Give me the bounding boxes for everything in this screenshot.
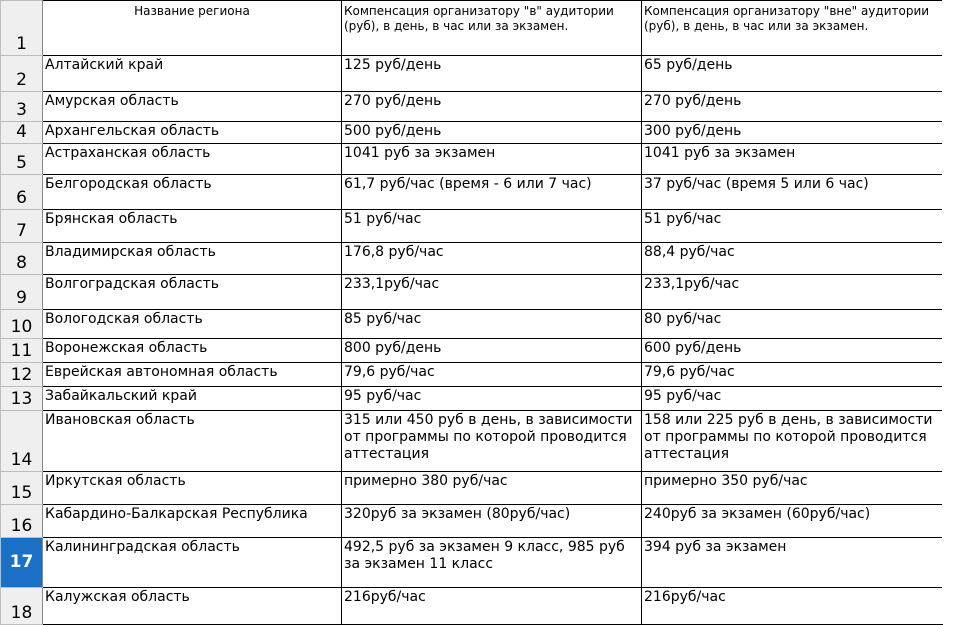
region-cell[interactable]: Белгородская область bbox=[43, 175, 342, 210]
inside-compensation-cell[interactable]: 233,1руб/час bbox=[342, 275, 642, 310]
row-number[interactable]: 12 bbox=[1, 363, 43, 387]
region-cell[interactable]: Брянская область bbox=[43, 210, 342, 243]
row-number[interactable]: 6 bbox=[1, 175, 43, 210]
table-row bbox=[1, 275, 943, 310]
table-row bbox=[1, 144, 943, 175]
row-number-selected[interactable]: 17 bbox=[1, 538, 43, 588]
inside-compensation-cell[interactable]: 320руб за экзамен (80руб/час) bbox=[342, 505, 642, 538]
row-number[interactable]: 14 bbox=[1, 411, 43, 472]
row-number[interactable]: 4 bbox=[1, 122, 43, 144]
inside-compensation-cell[interactable]: 216руб/час bbox=[342, 588, 642, 625]
column-header-region[interactable]: Название региона bbox=[43, 1, 342, 56]
region-cell[interactable]: Астраханская область bbox=[43, 144, 342, 175]
column-header-outside-compensation[interactable]: Компенсация организатору "вне" аудитории (руб), в день, в час или за экзамен. bbox=[642, 1, 943, 56]
row-number[interactable]: 5 bbox=[1, 144, 43, 175]
table-row bbox=[1, 310, 943, 339]
region-cell[interactable]: Архангельская область bbox=[43, 122, 342, 144]
row-number[interactable]: 15 bbox=[1, 472, 43, 505]
outside-compensation-cell[interactable]: 37 руб/час (время 5 или 6 час) bbox=[642, 175, 943, 210]
region-cell[interactable]: Амурская область bbox=[43, 92, 342, 122]
row-number[interactable]: 11 bbox=[1, 339, 43, 363]
region-cell[interactable]: Владимирская область bbox=[43, 243, 342, 275]
inside-compensation-cell[interactable]: 79,6 руб/час bbox=[342, 363, 642, 387]
table-row bbox=[1, 210, 943, 243]
outside-compensation-cell[interactable]: 158 или 225 руб в день, в зависимости от программы по которой проводится аттестация bbox=[642, 411, 943, 472]
outside-compensation-cell[interactable]: 270 руб/день bbox=[642, 92, 943, 122]
table-row bbox=[1, 505, 943, 538]
sheet-right-margin bbox=[942, 0, 963, 624]
inside-compensation-cell[interactable]: 1041 руб за экзамен bbox=[342, 144, 642, 175]
header-row bbox=[1, 1, 943, 56]
inside-compensation-cell[interactable]: 500 руб/день bbox=[342, 122, 642, 144]
column-header-inside-compensation[interactable]: Компенсация организатору "в" аудитории (руб), в день, в час или за экзамен. bbox=[342, 1, 642, 56]
row-number-header[interactable]: 1 bbox=[1, 1, 43, 56]
row-number[interactable]: 10 bbox=[1, 310, 43, 339]
inside-compensation-cell[interactable]: 800 руб/день bbox=[342, 339, 642, 363]
outside-compensation-cell[interactable]: примерно 350 руб/час bbox=[642, 472, 943, 505]
region-cell[interactable]: Вологодская область bbox=[43, 310, 342, 339]
outside-compensation-cell[interactable]: 233,1руб/час bbox=[642, 275, 943, 310]
outside-compensation-cell[interactable]: 51 руб/час bbox=[642, 210, 943, 243]
row-number[interactable]: 13 bbox=[1, 387, 43, 411]
row-number[interactable]: 7 bbox=[1, 210, 43, 243]
region-cell[interactable]: Кабардино-Балкарская Республика bbox=[43, 505, 342, 538]
table-row bbox=[1, 472, 943, 505]
table-row bbox=[1, 122, 943, 144]
outside-compensation-cell[interactable]: 1041 руб за экзамен bbox=[642, 144, 943, 175]
region-cell[interactable]: Забайкальский край bbox=[43, 387, 342, 411]
inside-compensation-cell[interactable]: 95 руб/час bbox=[342, 387, 642, 411]
outside-compensation-cell[interactable]: 240руб за экзамен (60руб/час) bbox=[642, 505, 943, 538]
table-row bbox=[1, 588, 943, 625]
row-number[interactable]: 3 bbox=[1, 92, 43, 122]
table-row bbox=[1, 243, 943, 275]
region-cell[interactable]: Иркутская область bbox=[43, 472, 342, 505]
row-number[interactable]: 2 bbox=[1, 56, 43, 92]
outside-compensation-cell[interactable]: 79,6 руб/час bbox=[642, 363, 943, 387]
inside-compensation-cell[interactable]: примерно 380 руб/час bbox=[342, 472, 642, 505]
region-cell[interactable]: Еврейская автономная область bbox=[43, 363, 342, 387]
row-number[interactable]: 8 bbox=[1, 243, 43, 275]
table-row bbox=[1, 175, 943, 210]
sheet-body bbox=[1, 1, 943, 625]
table-row bbox=[1, 56, 943, 92]
row-number[interactable]: 16 bbox=[1, 505, 43, 538]
inside-compensation-cell[interactable]: 51 руб/час bbox=[342, 210, 642, 243]
table-row bbox=[1, 339, 943, 363]
table-row bbox=[1, 363, 943, 387]
outside-compensation-cell[interactable]: 95 руб/час bbox=[642, 387, 943, 411]
table-row-selected bbox=[1, 538, 943, 588]
table-row bbox=[1, 92, 943, 122]
outside-compensation-cell[interactable]: 600 руб/день bbox=[642, 339, 943, 363]
inside-compensation-cell[interactable]: 85 руб/час bbox=[342, 310, 642, 339]
inside-compensation-cell[interactable]: 176,8 руб/час bbox=[342, 243, 642, 275]
row-number[interactable]: 18 bbox=[1, 588, 43, 625]
region-cell[interactable]: Волгоградская область bbox=[43, 275, 342, 310]
outside-compensation-cell[interactable]: 300 руб/день bbox=[642, 122, 943, 144]
outside-compensation-cell[interactable]: 65 руб/день bbox=[642, 56, 943, 92]
inside-compensation-cell[interactable]: 125 руб/день bbox=[342, 56, 642, 92]
outside-compensation-cell[interactable]: 88,4 руб/час bbox=[642, 243, 943, 275]
inside-compensation-cell[interactable]: 61,7 руб/час (время - 6 или 7 час) bbox=[342, 175, 642, 210]
table-row bbox=[1, 387, 943, 411]
inside-compensation-cell[interactable]: 492,5 руб за экзамен 9 класс, 985 руб за экзамен 11 класс bbox=[342, 538, 642, 588]
outside-compensation-cell[interactable]: 80 руб/час bbox=[642, 310, 943, 339]
inside-compensation-cell[interactable]: 315 или 450 руб в день, в зависимости от программы по которой проводится аттестация bbox=[342, 411, 642, 472]
region-cell[interactable]: Алтайский край bbox=[43, 56, 342, 92]
region-cell[interactable]: Воронежская область bbox=[43, 339, 342, 363]
row-number[interactable]: 9 bbox=[1, 275, 43, 310]
region-cell[interactable]: Калининградская область bbox=[43, 538, 342, 588]
outside-compensation-cell[interactable]: 394 руб за экзамен bbox=[642, 538, 943, 588]
region-cell[interactable]: Калужская область bbox=[43, 588, 342, 625]
inside-compensation-cell[interactable]: 270 руб/день bbox=[342, 92, 642, 122]
outside-compensation-cell[interactable]: 216руб/час bbox=[642, 588, 943, 625]
region-cell[interactable]: Ивановская область bbox=[43, 411, 342, 472]
table-row bbox=[1, 411, 943, 472]
